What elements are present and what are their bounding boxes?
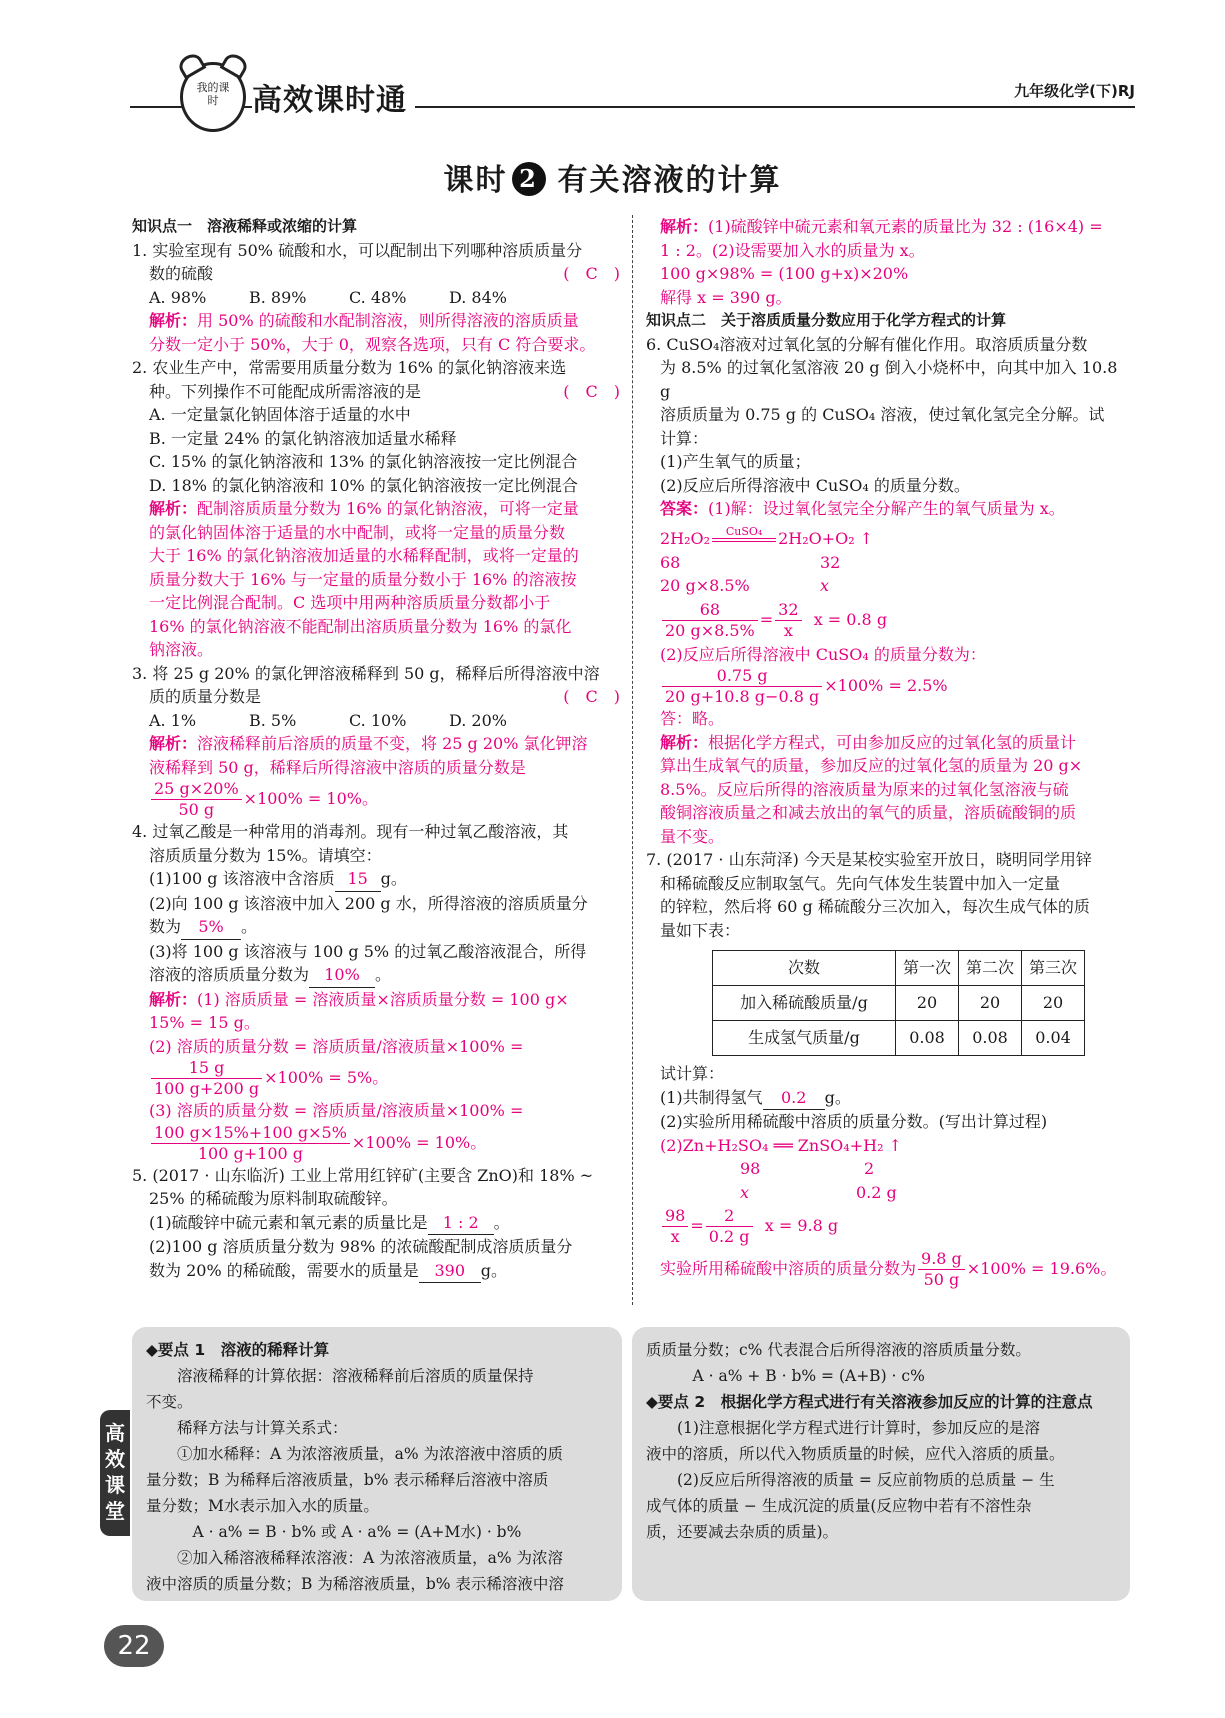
question-3: 3. 将 25 g 20% 的氯化钾溶液稀释到 50 g，稀释后所得溶液中溶 质的质量分数是 ( C ) A. 1% B. 5% C. 10% D. 20% 解析：溶液稀释前后溶质的质量不变，将 25 g 20% 氯化钾溶 液稀释到 50 g，稀释后所得溶液中溶质的质量分数是 $\frac{25 g\times 20\%}{50 g}$ ×100% = 10%。: [132, 663, 620, 819]
page-number: 22: [104, 1625, 164, 1667]
fraction: $\frac{100 g\times 15\%+100 g\times 5\%}{100 g+100 g}$: [151, 1123, 350, 1164]
fill-blank: 0.2: [763, 1086, 825, 1111]
fraction: $\frac{9.8 g}{50 g}$: [918, 1249, 965, 1290]
side-tab: 高 效 课 堂: [100, 1410, 130, 1536]
chemical-equation: 2H₂O₂ CuSO₄ 2H₂O+O₂ ↑: [660, 524, 874, 548]
fraction: $\frac{68}{20 g\times 8.5\%}$: [662, 600, 758, 641]
answer-choice: ( C ): [563, 264, 620, 283]
fill-blank: 390: [419, 1259, 481, 1284]
question-5: 5. (2017 · 山东临沂) 工业上常用红锌矿(主要含 ZnO)和 18% ~ 25% 的稀硫酸为原料制取硫酸锌。 (1)硫酸锌中硫元素和氧元素的质量比是 1 : 2 。 (2)100 g 溶质质量分数为 98% 的浓硫酸配制成溶质质量分 数为 20% 的稀硫酸，需要水的质量是 390 g。: [132, 1164, 620, 1284]
question-6: 6. CuSO₄溶液对过氧化氢的分解有催化作用。取溶质质量分数 为 8.5% 的过氧化氢溶液 20 g 倒入小烧杯中，向其中加入 10.8 g 溶质质量为 0.75 g 的 CuSO₄ 溶液，使过氧化氢完全分解。试 计算： (1)产生氧气的质量； (2)反应后所得溶液中 CuSO₄ 的质量分数。 答案：(1)解：设过氧化氢完全分解产生的氧气质量为 x。 2H₂O₂ CuSO₄ 2H₂O+O₂ ↑ 68 32 20 g×8.5% x $\frac{68}{20 g\times 8.5\%}$ = $\frac{32}{x}$ x = 0.8 g (2)反应后所得溶液中 CuSO₄ 的质量分数为： $\frac{0.75 g}{20 g+10.8 g-0.8 g}$ ×100% = 2.5% 答：略。 解析：根据化学方程式，可由参加反应的过氧化氢的质量计 算出生成氧气的质量，参加反应的过氧化氢的质量为 20 g× 8.5%。反应后所得的溶液质量为原来的过氧化氢溶液与硫 酸铜溶液质量之和减去放出的氧气的质量，溶质硫酸铜的质 量不变。: [660, 333, 1130, 849]
brand-name: 高效课时通: [252, 75, 415, 119]
question-5-explanation: 解析：(1)硫酸锌中硫元素和氧元素的质量比为 32 : (16×4) = 1 : 2。(2)设需要加入水的质量为 x。 100 g×98% = (100 g+x)×20% 解得 x = 390 g。: [660, 217, 1103, 307]
fill-blank: 5%: [181, 915, 241, 940]
column-divider: [632, 215, 633, 1305]
fill-blank: 10%: [309, 963, 375, 988]
fraction: $\frac{98}{x}$: [662, 1206, 688, 1247]
clock-icon: 我的课时: [180, 62, 246, 132]
lesson-number: 2: [512, 162, 546, 196]
answer-choice: ( C ): [563, 381, 620, 401]
table-row: 加入稀硫酸质量/g 20 20 20: [713, 986, 1085, 1021]
chemical-equation: (2)Zn+H₂SO₄ ══ ZnSO₄+H₂ ↑: [660, 1135, 902, 1155]
question-1: 1. 实验室现有 50% 硫酸和水，可以配制出下列哪种溶质质量分 数的硫酸 ( C ) A. 98% B. 89% C. 48% D. 84% 解析：用 50% 的硫酸和水配制溶液，则所得溶液的溶质质量 分数一定小于 50%，大于 0，观察各选项，只有 C 符合要求。: [132, 240, 620, 354]
fill-blank: 15: [335, 867, 381, 892]
table-header-row: 次数 第一次 第二次 第三次: [713, 951, 1085, 986]
logo: [180, 62, 415, 132]
fraction: $\frac{32}{x}$: [775, 600, 801, 641]
page-title: 课时 2 有关溶液的计算: [443, 163, 782, 198]
key-point-box-left: ◆要点 1 溶液的稀释计算 溶液稀释的计算依据：溶液稀释前后溶质的质量保持 不变。 稀释方法与计算关系式： ①加水稀释：A 为浓溶液质量，a% 为浓溶液中溶质的质 量分数；B 为稀释后溶液质量，b% 表示稀释后溶液中溶质 量分数；M水表示加入水的质量。 A · a% = B · b% 或 A · a% = (A+M水) · b% ②加入稀溶液稀释浓溶液：A 为浓溶液质量，a% 为浓溶 液中溶质的质量分数；B 为稀溶液质量，b% 表示稀溶液中溶: [132, 1327, 622, 1601]
left-column: [132, 215, 620, 1283]
right-column: [646, 215, 1130, 1290]
fraction: $\frac{2}{0.2 g}$: [706, 1206, 753, 1247]
question-7: 7. (2017 · 山东菏泽) 今天是某校实验室开放日，晓明同学用锌 和稀硫酸反应制取氢气。先向气体发生装置中加入一定量 的锌粒，然后将 60 g 稀硫酸分三次加入，每次生成气体的质 量如下表： 次数 第一次 第二次 第三次 加入稀硫酸质量/g 20 20 20 生成氢气质量/g 0.08 0.08 0.04 试计算： (1)共制得氢气 0.2 g。 (2)实验所用稀硫酸中溶质的质量分数。(写出计算过程) (2)Zn+H₂SO₄ ══ ZnSO₄+H₂ ↑ 98 2 x 0.2 g $\frac{98}{x}$ = $\frac{2}{0.2 g}$ x = 9.8 g 实验所用稀硫酸中溶质的质量分数为 $\frac{9.8 g}{50 g}$ ×100% = 19.6%。: [660, 848, 1130, 1290]
fraction: $\frac{0.75 g}{20 g+10.8 g-0.8 g}$: [662, 666, 822, 707]
question-2: 2. 农业生产中，常需要用质量分数为 16% 的氯化钠溶液来选 种。下列操作不可能配成所需溶液的是 ( C ) A. 一定量氯化钠固体溶于适量的水中 B. 一定量 24% 的氯化钠溶液加适量水稀释 C. 15% 的氯化钠溶液和 13% 的氯化钠溶液按一定比例混合 D. 18% 的氯化钠溶液和 10% 的氯化钠溶液按一定比例混合 解析：配制溶质质量分数为 16% 的氯化钠溶液，可将一定量 的氯化钠固体溶于适量的水中配制，或将一定量的质量分数 大于 16% 的氯化钠溶液加适量的水稀释配制，或将一定量的 质量分数大于 16% 与一定量的质量分数小于 16% 的溶液按 一定比例混合配制。C 选项中用两种溶质质量分数都小于 16% 的氯化钠溶液不能配制出溶质质量分数为 16% 的氯化 钠溶液。: [132, 358, 620, 659]
knowledge-point-1: 知识点一 溶液稀释或浓缩的计算: [132, 217, 358, 235]
data-table: [712, 950, 1085, 1056]
fraction: $\frac{25 g\times 20\%}{50 g}$: [151, 779, 242, 820]
question-4: 4. 过氧乙酸是一种常用的消毒剂。现有一种过氧乙酸溶液，其 溶质质量分数为 15%。请填空： (1)100 g 该溶液中含溶质 15 g。 (2)向 100 g 该溶液中加入 200 g 水，所得溶液的溶质质量分 数为 5% 。 (3)将 100 g 该溶液与 100 g 5% 的过氧乙酸溶液混合，所得 溶液的溶质质量分数为 10% 。 解析：(1) 溶质质量 = 溶液质量×溶质质量分数 = 100 g× 15% = 15 g。 (2) 溶质的质量分数 = 溶质质量/溶液质量×100% = $\frac{15 g}{100 g+200 g}$ ×100% = 5%。 (3) 溶质的质量分数 = 溶质质量/溶液质量×100% = $\frac{100 g\times 15\%+100 g\times 5\%}{100 g+100 g}$ ×100% = 10%。: [132, 822, 588, 1163]
answer-choice: ( C ): [563, 687, 620, 706]
fill-blank: 1 : 2: [428, 1211, 494, 1236]
fraction: $\frac{15 g}{100 g+200 g}$: [151, 1058, 262, 1099]
table-row: 生成氢气质量/g 0.08 0.08 0.04: [713, 1021, 1085, 1056]
key-point-box-right: 质质量分数；c% 代表混合后所得溶液的溶质质量分数。 A · a% + B · b% = (A+B) · c% ◆要点 2 根据化学方程式进行有关溶液参加反应的计算的注意点 (1)注意根据化学方程式进行计算时，参加反应的是溶 液中的溶质，所以代入物质质量的时候，应代入溶质的质量。 (2)反应后所得溶液的质量 = 反应前物质的总质量 − 生 成气体的质量 − 生成沉淀的质量(反应物中若有不溶性杂 质，还要减去杂质的质量)。: [632, 1327, 1130, 1601]
grade-label: 九年级化学(下)RJ: [1014, 82, 1135, 100]
knowledge-point-2: 知识点二 关于溶质质量分数应用于化学方程式的计算: [646, 311, 1007, 329]
